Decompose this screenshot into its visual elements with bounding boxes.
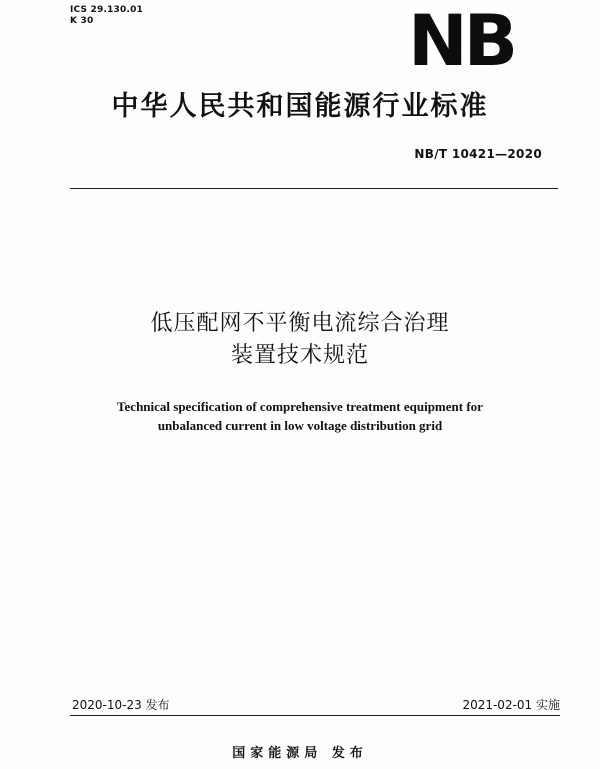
publisher: 国家能源局 发布 <box>232 746 368 761</box>
standard-category-title: 中华人民共和国能源行业标准 <box>111 91 489 122</box>
title-chinese-line-1: 低压配网不平衡电流综合治理 <box>150 311 450 336</box>
footer-divider <box>70 715 560 716</box>
standard-number: NB/T 10421—2020 <box>414 147 542 161</box>
issue-date: 2020-10-23 发布 <box>72 698 170 712</box>
ccs-code: K 30 <box>70 16 94 26</box>
implementation-date: 2021-02-01 实施 <box>462 698 560 712</box>
ics-code: ICS 29.130.01 <box>70 5 144 15</box>
title-english-line-2: unbalanced current in low voltage distribution grid <box>157 418 443 433</box>
header-divider <box>70 188 558 189</box>
nb-logo: NB <box>408 0 515 82</box>
title-chinese-line-2: 装置技术规范 <box>230 343 369 368</box>
title-english-line-1: Technical specification of comprehensive treatment equipment for <box>117 399 483 414</box>
